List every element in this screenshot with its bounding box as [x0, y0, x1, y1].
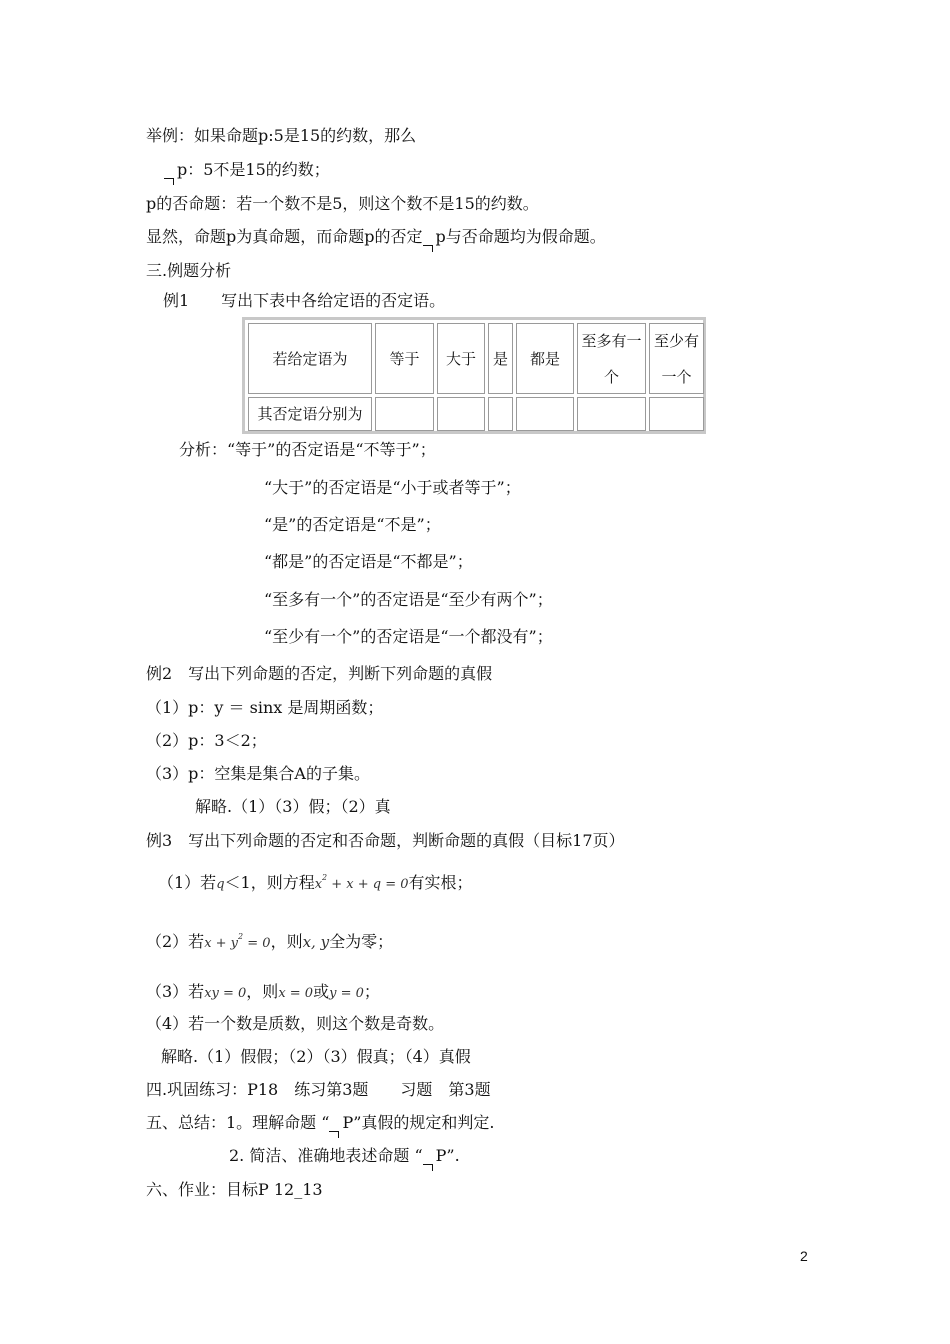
table-cell: [375, 397, 434, 431]
math-vars: x, y: [302, 933, 330, 951]
analysis-line: “至少有一个”的否定语是“一个都没有”；: [264, 627, 553, 646]
example-1-heading: 例1 写出下表中各给定语的否定语。: [163, 291, 446, 310]
negation-line: p：5不是15的约数；: [177, 160, 330, 179]
section-heading-4: 四.巩固练习：P18 练习第3题 习题 第3题: [146, 1080, 491, 1099]
example-3-item-2: （2）若$x + y^2 = 0$，则x, y全为零；: [146, 932, 394, 951]
analysis-line: “至多有一个”的否定语是“至少有两个”；: [264, 590, 553, 609]
inverse-line: p的否命题：若一个数不是5，则这个数不是15的约数。: [146, 194, 539, 213]
summary-line-2: 2. 简洁、准确地表述命题 “ P”.: [229, 1146, 460, 1165]
example-2-item: （1）p：y ＝ sinx 是周期函数；: [146, 698, 384, 717]
example-3-item-3: （3）若xy = 0，则x = 0或y = 0；: [146, 982, 380, 1001]
math-expr: $x^2 + x + q = 0$: [314, 873, 409, 892]
table-cell: [577, 397, 646, 431]
analysis-line: “大于”的否定语是“小于或者等于”；: [264, 478, 521, 497]
example-3-item-1: （1）若q＜1，则方程$x^2 + x + q = 0$有实根；: [158, 873, 473, 892]
page-number: 2: [800, 1248, 808, 1264]
table-cell: 都是: [516, 323, 574, 394]
table-cell: [437, 397, 485, 431]
example-2-heading: 例2 写出下列命题的否定，判断下列命题的真假: [146, 664, 493, 683]
table-cell: [516, 397, 574, 431]
math-expr: x = 0: [278, 986, 314, 1001]
homework-line: 六、作业：目标P 12_13: [146, 1180, 323, 1199]
example-3-heading: 例3 写出下列命题的否定和否命题，判断命题的真假（目标17页）: [146, 831, 625, 850]
analysis-line: “是”的否定语是“不是”；: [264, 515, 441, 534]
conclusion-line: 显然，命题p为真命题，而命题p的否定 p与否命题均为假命题。: [146, 227, 606, 246]
example-2-answer: 解略.（1）（3）假；（2）真: [195, 797, 391, 816]
table-header-cell: 若给定语为: [248, 323, 372, 394]
summary-line-1: 五、总结：1。理解命题 “ P”真假的规定和判定.: [146, 1113, 495, 1132]
math-expr: xy = 0: [204, 986, 247, 1001]
example-2-item: （2）p：3＜2；: [146, 731, 267, 750]
table-cell: 是: [488, 323, 513, 394]
math-expr: $x + y^2 = 0$: [204, 932, 271, 951]
example-3-answer: 解略.（1）假假；（2）（3）假真；（4）真假: [161, 1047, 471, 1066]
section-heading-3: 三.例题分析: [146, 261, 232, 280]
negation-table: [242, 317, 706, 434]
analysis-line: “都是”的否定语是“不都是”；: [264, 552, 473, 571]
analysis-line: 分析：“等于”的否定语是“不等于”；: [179, 440, 436, 459]
table-cell: 等于: [375, 323, 434, 394]
table-cell: 至多有一个: [577, 323, 646, 394]
math-var: q: [216, 877, 225, 892]
math-expr: y = 0: [329, 986, 364, 1001]
example-3-item-4: （4）若一个数是质数，则这个数是奇数。: [146, 1014, 445, 1033]
table-header-cell: 其否定语分别为: [248, 397, 372, 431]
table-cell: [649, 397, 704, 431]
table-cell: [488, 397, 513, 431]
example-2-item: （3）p：空集是集合A的子集。: [146, 764, 370, 783]
table-cell: 大于: [437, 323, 485, 394]
example-intro: 举例：如果命题p:5是15的约数，那么: [146, 126, 417, 145]
table-cell: 至少有一个: [649, 323, 704, 394]
